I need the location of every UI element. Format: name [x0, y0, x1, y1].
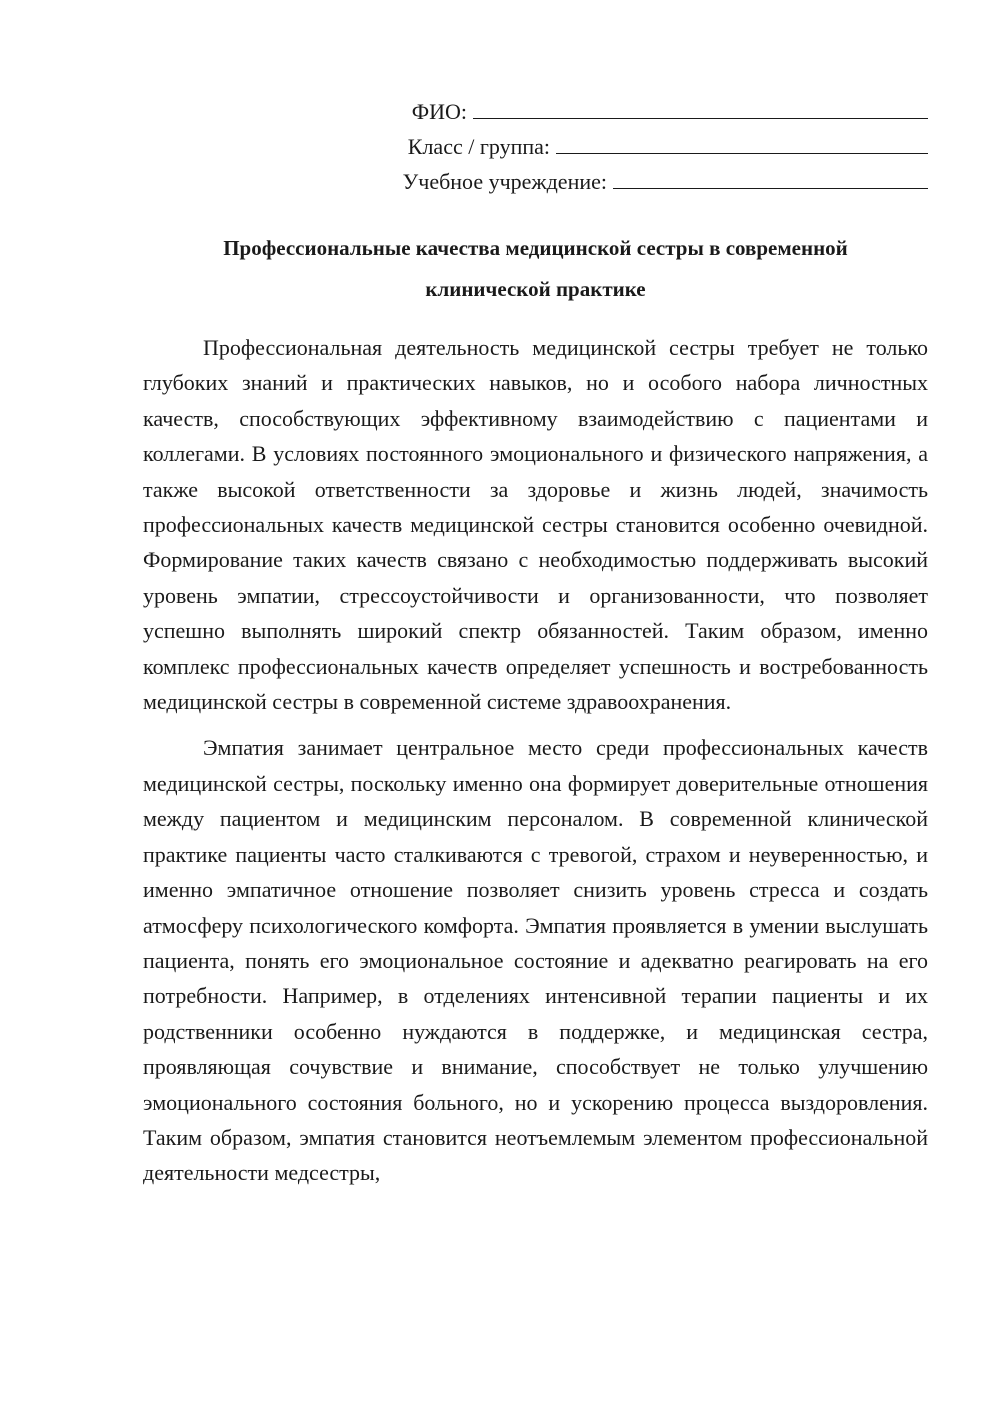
institution-blank-field[interactable] [613, 166, 928, 189]
fio-label: ФИО: [411, 99, 467, 124]
fio-blank-field[interactable] [473, 96, 928, 119]
institution-line [328, 164, 928, 199]
student-info-block [328, 94, 928, 199]
fio-line [328, 94, 928, 129]
class-label: Класс / группа: [407, 134, 550, 159]
title-line-1: Профессиональные качества медицинской сестры в современной [223, 236, 848, 260]
class-blank-field[interactable] [556, 131, 928, 154]
institution-label: Учебное учреждение: [402, 169, 607, 194]
paragraph: Эмпатия занимает центральное место среди профессиональных качеств медицинской сестры, поскольку именно она формирует доверительные отношения между пациентом и медицинским персоналом. В современной клинической практике пациенты часто сталкиваются с тревогой, страхом и неуверенностью, и именно эмпатичное отношение позволяет снизить уровень стресса и создать атмосферу психологического комфорта. Эмпатия проявляется в умении выслушать пациента, понять его эмоциональное состояние и адекватно реагировать на его потребности. Например, в отделениях интенсивной терапии пациенты и их родственники особенно нуждаются в поддержке, и медицинская сестра, проявляющая сочувствие и внимание, способствует не только улучшению эмоционального состояния больного, но и ускорению процесса выздоровления. Таким образом, эмпатия становится неотъемлемым элементом профессиональной деятельности медсестры, [143, 735, 928, 1186]
class-line [328, 129, 928, 164]
document-body [143, 330, 928, 1202]
title-line-2: клинической практике [425, 277, 646, 301]
paragraph: Профессиональная деятельность медицинской сестры требует не только глубоких знаний и практических навыков, но и особого набора личностных качеств, способствующих эффективному взаимодействию с пациентами и коллегами. В условиях постоянного эмоционального и физического напряжения, а также высокой ответственности за здоровье и жизнь людей, значимость профессиональных качеств медицинской сестры становится особенно очевидной. Формирование таких качеств связано с необходимостью поддерживать высокий уровень эмпатии, стрессоустойчивости и организованности, что позволяет успешно выполнять широкий спектр обязанностей. Таким образом, именно комплекс профессиональных качеств определяет успешность и востребованность медицинской сестры в современной системе здравоохранения. [143, 335, 928, 715]
document-title [143, 228, 928, 310]
